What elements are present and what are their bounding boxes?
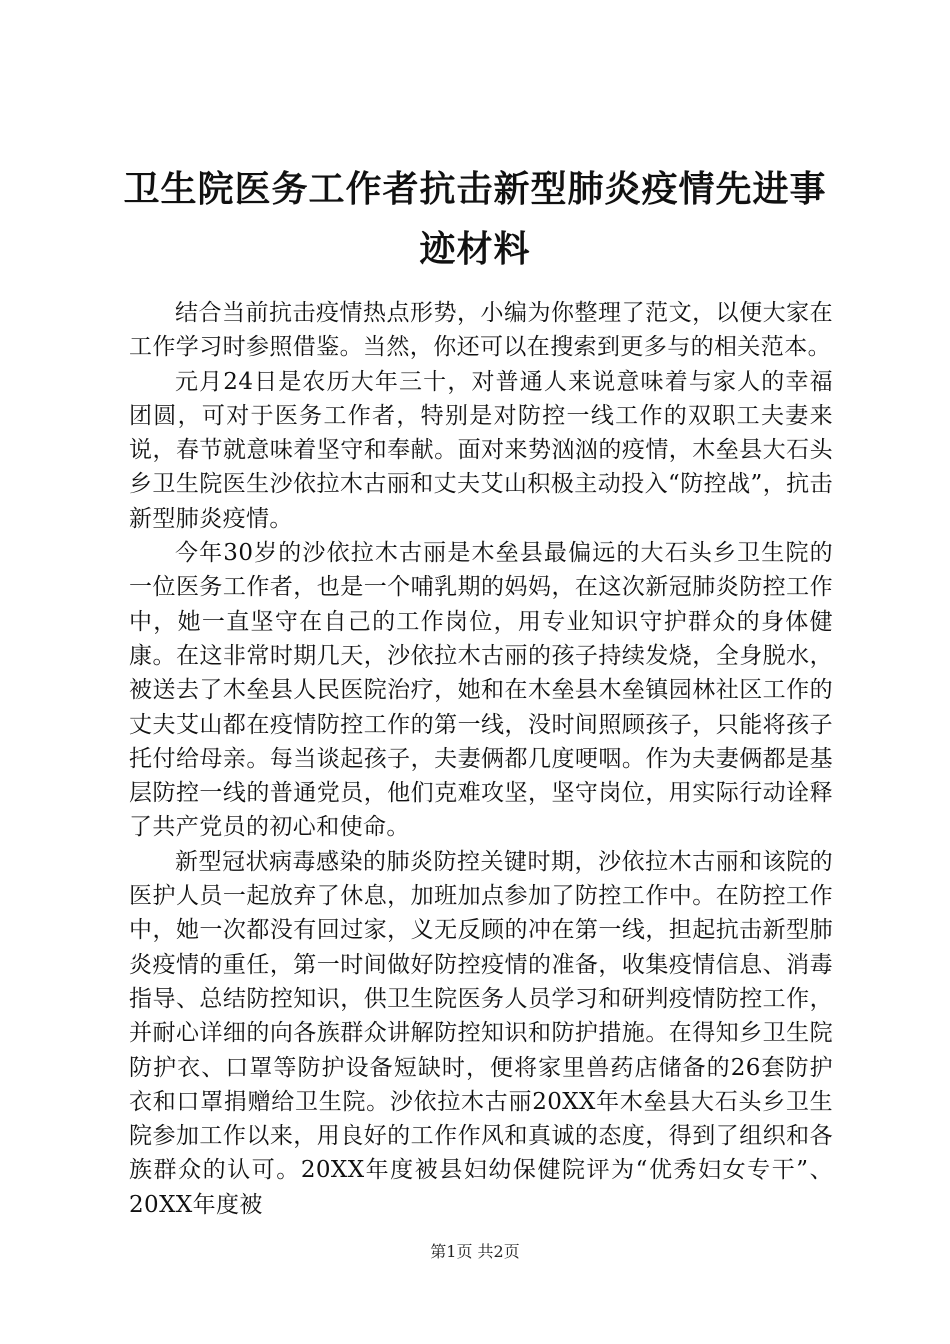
page-number-footer: 第1页 共2页: [430, 1242, 520, 1261]
paragraph-frontline: 新型冠状病毒感染的肺炎防控关键时期，沙依拉木古丽和该院的医护人员一起放弃了休息，加班加点参加了防控工作中。在防控工作中，她一次都没有回过家，义无反顾的冲在第一线，担起抗击新型肺炎疫情的重任，第一时间做好防控疫情的准备，收集疫情信息、消毒指导、总结防控知识，供卫生院医务人员学习和研判疫情防控工作，并耐心详细的向各族群众讲解防控知识和防护措施。在得知乡卫生院防护衣、口罩等防护设备短缺时，便将家里兽药店储备的26套防护衣和口罩捐赠给卫生院。沙依拉木古丽20XX年木垒县大石头乡卫生院参加工作以来，用良好的工作作风和真诚的态度，得到了组织和各族群众的认可。20XX年度被县妇幼保健院评为“优秀妇女专干”、20XX年度被: [129, 848, 833, 1218]
paragraph-profile: 今年30岁的沙依拉木古丽是木垒县最偏远的大石头乡卫生院的一位医务工作者，也是一个哺乳期的妈妈，在这次新冠肺炎防控工作中，她一直坚守在自己的工作岗位，用专业知识守护群众的身体健康。在这非常时期几天，沙依拉木古丽的孩子持续发烧，全身脱水，被送去了木垒县人民医院治疗，她和在木垒县木垒镇园林社区工作的丈夫艾山都在疫情防控工作的第一线，没时间照顾孩子，只能将孩子托付给母亲。每当谈起孩子，夫妻俩都几度哽咽。作为夫妻俩都是基层防控一线的普通党员，他们克难攻坚，坚守岗位，用实际行动诠释了共产党员的初心和使命。: [129, 540, 833, 841]
document-body: [129, 296, 833, 1222]
document-title: 卫生院医务工作者抗击新型肺炎疫情先进事迹材料: [123, 169, 827, 270]
paragraph-new-year: 元月24日是农历大年三十，对普通人来说意味着与家人的幸福团圆，可对于医务工作者，特别是对防控一线工作的双职工夫妻来说，春节就意味着坚守和奉献。面对来势汹汹的疫情，木垒县大石头乡卫生院医生沙依拉木古丽和丈夫艾山积极主动投入“防控战”，抗击新型肺炎疫情。: [129, 368, 833, 532]
paragraph-intro: 结合当前抗击疫情热点形势，小编为你整理了范文，以便大家在工作学习时参照借鉴。当然，你还可以在搜索到更多与的相关范本。: [129, 300, 833, 361]
